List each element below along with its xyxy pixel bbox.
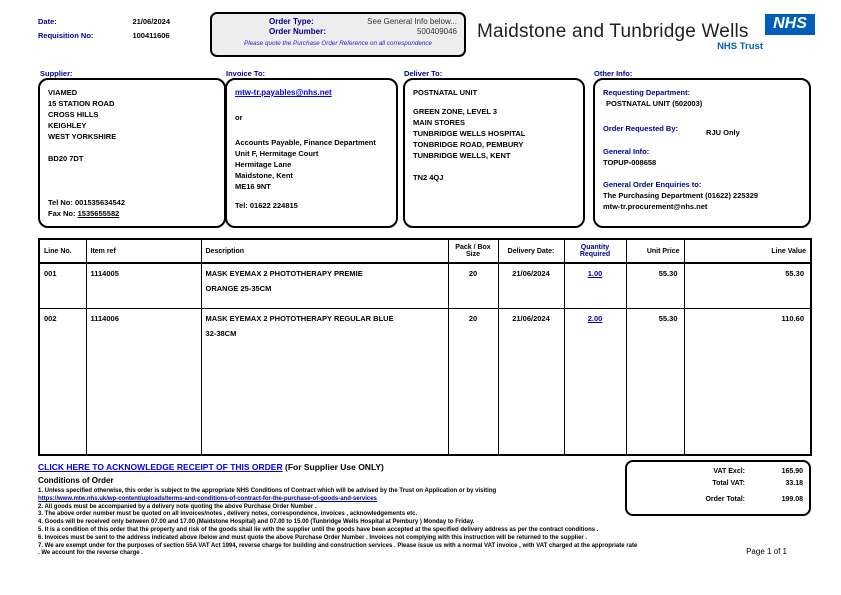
spacer	[235, 98, 388, 112]
order-total-value: 199.08	[781, 496, 803, 503]
col-header-pack-size: Pack / Box Size	[448, 239, 498, 263]
table-header-row	[39, 239, 811, 263]
supplier-tel: Tel No: 001535634542	[48, 198, 125, 207]
invoice-postcode: ME16 9NT	[235, 182, 271, 191]
supplier-section-label: Supplier:	[40, 69, 73, 78]
supplier-postcode: BD20 7DT	[48, 154, 84, 163]
supplier-address-line: KEIGHLEY	[48, 121, 87, 130]
date-value: 21/06/2024	[132, 17, 170, 26]
cell-delivery-date: 21/06/2024	[498, 308, 564, 455]
other-info-box	[593, 78, 811, 228]
requisition-row	[38, 28, 170, 42]
order-total-label: Order Total:	[705, 496, 745, 503]
order-type-label: Order Type:	[269, 17, 314, 26]
spacer	[235, 192, 388, 200]
cell-unit-price: 55.30	[626, 308, 684, 455]
col-header-unit-price: Unit Price	[626, 239, 684, 263]
supplier-address-line: WEST YORKSHIRE	[48, 132, 117, 141]
col-header-item-ref: Item ref	[86, 239, 201, 263]
order-reference-note: Please quote the Purchase Order Reference on all correspondence	[244, 40, 432, 47]
date-row	[38, 14, 170, 28]
order-number-row	[219, 27, 457, 37]
order-meta	[38, 14, 170, 42]
acknowledge-line	[38, 462, 384, 472]
col-header-line-no: Line No.	[39, 239, 86, 263]
order-type-row	[219, 17, 457, 27]
description-line: 32-38CM	[205, 328, 237, 338]
invoice-to-box	[225, 78, 398, 228]
order-total-row	[633, 495, 803, 504]
requesting-department-value: POSTNATAL UNIT (502003)	[606, 99, 703, 108]
invoice-address-line: Accounts Payable, Finance Department	[235, 138, 376, 147]
deliver-unit: POSTNATAL UNIT	[413, 88, 478, 97]
cell-line-no: 002	[39, 308, 86, 455]
invoice-to-section-label: Invoice To:	[226, 69, 266, 78]
enquiries-label: General Order Enquiries to:	[603, 180, 702, 189]
condition-item: 5. It is a condition of this order that the property and risk of the goods shall lie with the supplier until the goods have been accepted at the specified delivery address as per the contract conditions .	[38, 526, 599, 533]
total-vat-value: 33.18	[785, 480, 803, 487]
spacer	[48, 164, 216, 197]
spacer	[235, 123, 388, 137]
deliver-address-line: MAIN STORES	[413, 118, 465, 127]
spacer	[603, 109, 801, 123]
supplier-fax-label: Fax No:	[48, 209, 76, 218]
cell-unit-price: 55.30	[626, 263, 684, 308]
condition-item: 4. Goods will be received only between 07.00 and 17.00 (Maidstone Hospital) and 07.00 to 15.00 (Tunbridge Wells Hospital at Pembury ) Monday to Friday.	[38, 519, 475, 526]
acknowledge-suffix: (For Supplier Use ONLY)	[282, 462, 384, 472]
general-info-value: TOPUP-008658	[603, 158, 657, 167]
supplier-box	[38, 78, 226, 228]
vat-excl-label: VAT Excl:	[713, 468, 745, 475]
other-info-section-label: Other Info:	[594, 69, 633, 78]
vat-excl-row	[633, 467, 803, 476]
order-number-value: 500409046	[416, 27, 457, 36]
conditions-url-link[interactable]: https://www.mtw.nhs.uk/wp-content/uploads/terms-and-conditions-of-contract-for-the-purchase-of-goods-and-services	[38, 495, 377, 502]
order-requested-by-label: Order Requested By:	[603, 124, 679, 133]
invoice-address-line: Hermitage Lane	[235, 160, 292, 169]
procurement-email[interactable]: mtw-tr.procurement@nhs.net	[603, 202, 708, 211]
cell-quantity: 1.00	[564, 263, 626, 308]
description-line: ORANGE 25-35CM	[205, 284, 272, 293]
deliver-address-line: TUNBRIDGE WELLS HOSPITAL	[413, 129, 526, 138]
deliver-address-line: TONBRIDGE ROAD, PEMBURY	[413, 140, 524, 149]
order-reference-box	[210, 12, 466, 57]
order-requested-by-row	[603, 123, 801, 138]
invoice-address-line: Unit F, Hermitage Court	[235, 149, 319, 158]
cell-description	[201, 263, 448, 308]
spacer	[48, 142, 216, 153]
col-header-description: Description	[201, 239, 448, 263]
order-type-value: See General Info below...	[367, 17, 457, 26]
cell-quantity: 2.00	[564, 308, 626, 455]
deliver-to-box	[403, 78, 585, 228]
deliver-postcode: TN2 4QJ	[413, 173, 444, 182]
order-requested-by-value: RJU Only	[706, 128, 740, 137]
total-vat-label: Total VAT:	[712, 480, 745, 487]
invoice-address-line: Maidstone, Kent	[235, 171, 293, 180]
supplier-address-line: 15 STATION ROAD	[48, 99, 115, 108]
cell-description	[201, 308, 448, 455]
cell-pack-size: 20	[448, 308, 498, 455]
conditions-list	[38, 488, 638, 558]
cell-item-ref: 1114005	[86, 263, 201, 308]
cell-delivery-date: 21/06/2024	[498, 263, 564, 308]
payables-email-link[interactable]: mtw-tr.payables@nhs.net	[235, 88, 332, 97]
cell-item-ref: 1114006	[86, 308, 201, 455]
description-line: MASK EYEMAX 2 PHOTOTHERAPY REGULAR BLUE	[205, 313, 394, 323]
cell-pack-size: 20	[448, 263, 498, 308]
spacer	[413, 98, 575, 106]
cell-line-no: 001	[39, 263, 86, 308]
spacer	[603, 138, 801, 146]
nhs-logo: NHS	[765, 14, 815, 35]
supplier-fax-value: 1535655582	[77, 209, 120, 218]
condition-item: 1. Unless specified otherwise, this order is subject to the appropriate NHS Conditions of Contract which will be advised by the Trust on Application or by visiting	[38, 488, 497, 494]
acknowledge-receipt-link[interactable]: CLICK HERE TO ACKNOWLEDGE RECEIPT OF THIS ORDER	[38, 462, 283, 472]
table-row	[39, 263, 811, 308]
requisition-value: 100411606	[132, 31, 170, 40]
deliver-address-line: TUNBRIDGE WELLS, KENT	[413, 151, 511, 160]
invoice-tel: Tel: 01622 224815	[235, 201, 298, 210]
deliver-address-line: GREEN ZONE, LEVEL 3	[413, 107, 498, 116]
requisition-label: Requisition No:	[38, 31, 94, 40]
cell-line-value: 110.60	[684, 308, 811, 455]
table-row	[39, 308, 811, 455]
order-items-table	[38, 238, 812, 456]
condition-item: 2. All goods must be accompanied by a delivery note quoting the above Purchase Order Number .	[38, 503, 317, 510]
vat-excl-value: 165.90	[781, 468, 803, 475]
trust-name: Maidstone and Tunbridge Wells	[477, 21, 749, 42]
col-header-quantity: Quantity Required	[564, 239, 626, 263]
trust-subtitle: NHS Trust	[717, 41, 763, 52]
enquiries-department-line: The Purchasing Department (01622) 225329	[603, 191, 759, 200]
requesting-department-label: Requesting Department:	[603, 88, 691, 97]
supplier-address-line: CROSS HILLS	[48, 110, 99, 119]
total-vat-row	[633, 479, 803, 488]
condition-item: 7. We are exempt under for the purposes of section 55A VAT Act 1994, reverse charge for building and construction services . Please issue us with a normal VAT invoice , with VAT charged at the appropriate rate . We account for the reverse charge .	[38, 542, 638, 557]
order-number-label: Order Number:	[269, 27, 326, 36]
condition-item: 6. Invoices must be sent to the address indicated above /below and must quote the above Purchase Order Number . Invoices not complying with this instruction will be returned to the supplier .	[38, 534, 588, 541]
totals-box	[625, 460, 811, 516]
deliver-to-section-label: Deliver To:	[404, 69, 443, 78]
spacer	[603, 168, 801, 179]
page-number: Page 1 of 1	[746, 547, 787, 556]
spacer	[413, 161, 575, 172]
col-header-line-value: Line Value	[684, 239, 811, 263]
date-label: Date:	[38, 17, 57, 26]
general-info-label: General Info:	[603, 147, 650, 156]
cell-line-value: 55.30	[684, 263, 811, 308]
col-header-delivery-date: Delivery Date:	[498, 239, 564, 263]
condition-item: 3. The above order number must be quoted on all invoices/notes , delivery notes, correspondence, invoices , acknowledgements etc.	[38, 511, 418, 518]
invoice-or-text: or	[235, 113, 243, 122]
supplier-name: VIAMED	[48, 88, 78, 97]
supplier-fax-row	[48, 208, 216, 219]
conditions-title: Conditions of Order	[38, 476, 114, 485]
description-line: MASK EYEMAX 2 PHOTOTHERAPY PREMIE	[205, 269, 363, 278]
